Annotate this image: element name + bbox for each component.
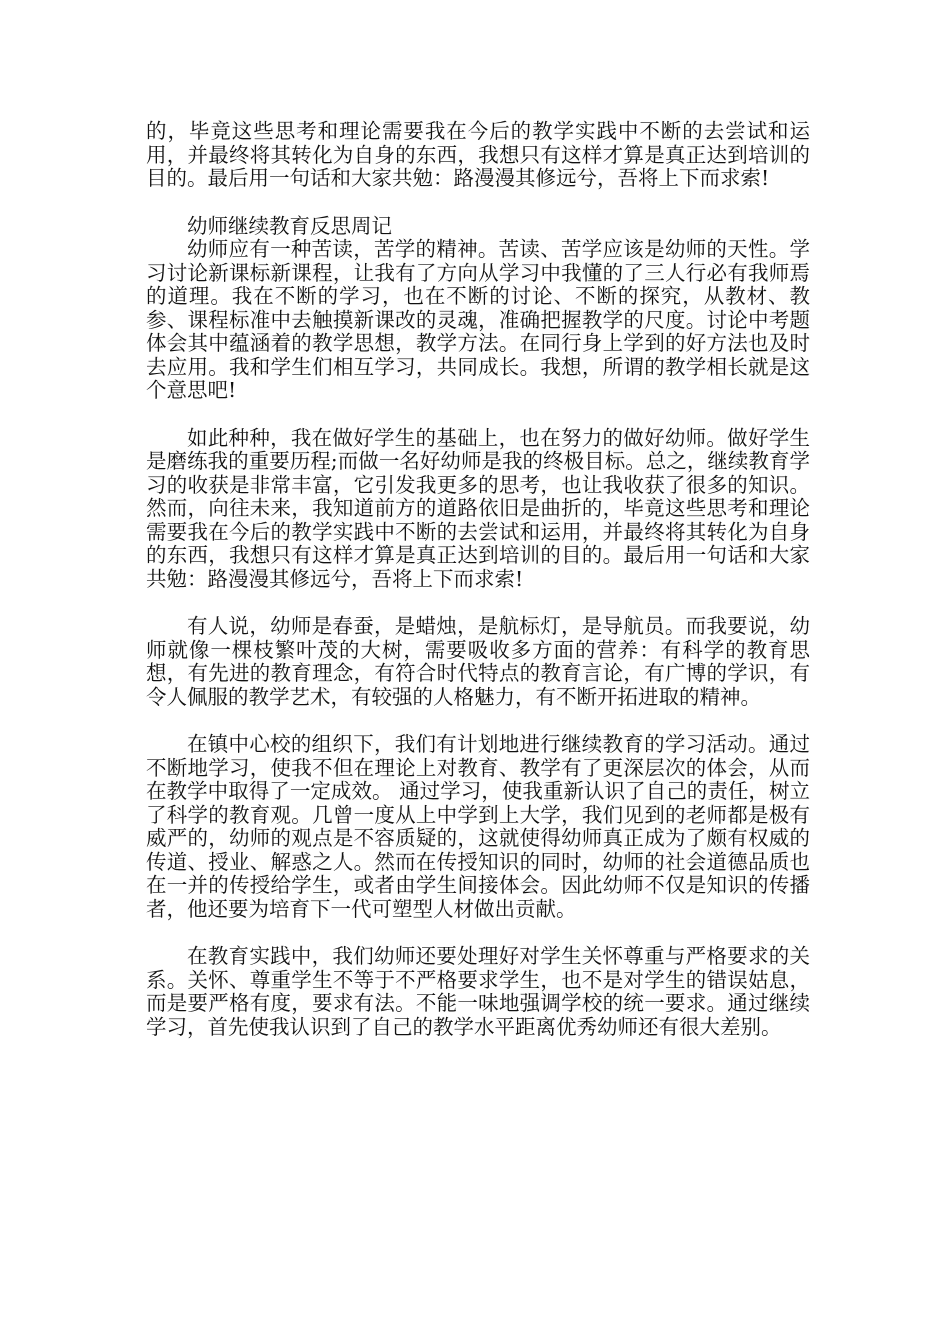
section-title: 幼师继续教育反思周记	[187, 213, 392, 238]
paragraph-continuation: 的，毕竟这些思考和理论需要我在今后的教学实践中不断的去尝试和运用，并最终将其转化为自身的东西，我想只有这样才算是真正达到培训的目的。最后用一句话和大家共勉：路漫漫其修远兮，吾将上下而求索!	[146, 119, 810, 190]
paragraph-gap	[146, 191, 810, 215]
paragraph-gap	[146, 403, 810, 427]
paragraph-gap	[146, 921, 810, 945]
paragraph: 在教育实践中，我们幼师还要处理好对学生关怀尊重与严格要求的关系。关怀、尊重学生不等于不严格要求学生，也不是对学生的错误姑息，而是要严格有度，要求有法。不能一味地强调学校的统一要求。通过继续学习，首先使我认识到了自己的教学水平距离优秀幼师还有很大差别。	[146, 944, 810, 1039]
paragraph: 有人说，幼师是春蚕，是蜡烛，是航标灯，是导航员。而我要说，幼师就像一棵枝繁叶茂的大树，需要吸收多方面的营养：有科学的教育思想，有先进的教育理念，有符合时代特点的教育言论，有广博的学识，有令人佩服的教学艺术，有较强的人格魅力，有不断开拓进取的精神。	[146, 614, 810, 709]
paragraph: 在镇中心校的组织下，我们有计划地进行继续教育的学习活动。通过不断地学习，使我不但在理论上对教育、教学有了更深层次的体会，从而在教学中取得了一定成效。 通过学习，使我重新认识了自己的责任，树立了科学的教育观。几曾一度从上中学到上大学，我们见到的老师都是极有威严的，幼师的观点是不容质疑的，这就使得幼师真正成为了颇有权威的传道、授业、解惑之人。然而在传授知识的同时，幼师的社会道德品质也在一并的传授给学生，或者由学生间接体会。因此幼师不仅是知识的传播者，他还要为培育下一代可塑型人材做出贡献。	[146, 732, 810, 921]
document-body	[146, 120, 810, 1039]
paragraph-gap	[146, 591, 810, 615]
paragraph: 幼师应有一种苦读，苦学的精神。苦读、苦学应该是幼师的天性。学习讨论新课标新课程，让我有了方向从学习中我懂的了三人行必有我师焉的道理。我在不断的学习，也在不断的讨论、不断的探究，从教材、教参、课程标准中去触摸新课改的灵魂，准确把握教学的尺度。讨论中考题体会其中蕴涵着的教学思想，教学方法。在同行身上学到的好方法也及时去应用。我和学生们相互学习，共同成长。我想，所谓的教学相长就是这个意思吧!	[146, 237, 810, 402]
paragraph: 如此种种，我在做好学生的基础上，也在努力的做好幼师。做好学生是磨练我的重要历程;而做一名好幼师是我的终极目标。总之，继续教育学习的收获是非常丰富，它引发我更多的思考，也让我收获了很多的知识。然而，向往未来，我知道前方的道路依旧是曲折的，毕竟这些思考和理论需要我在今后的教学实践中不断的去尝试和运用，并最终将其转化为自身的东西，我想只有这样才算是真正达到培训的目的。最后用一句话和大家共勉：路漫漫其修远兮，吾将上下而求索!	[146, 425, 810, 591]
paragraph-gap	[146, 709, 810, 733]
